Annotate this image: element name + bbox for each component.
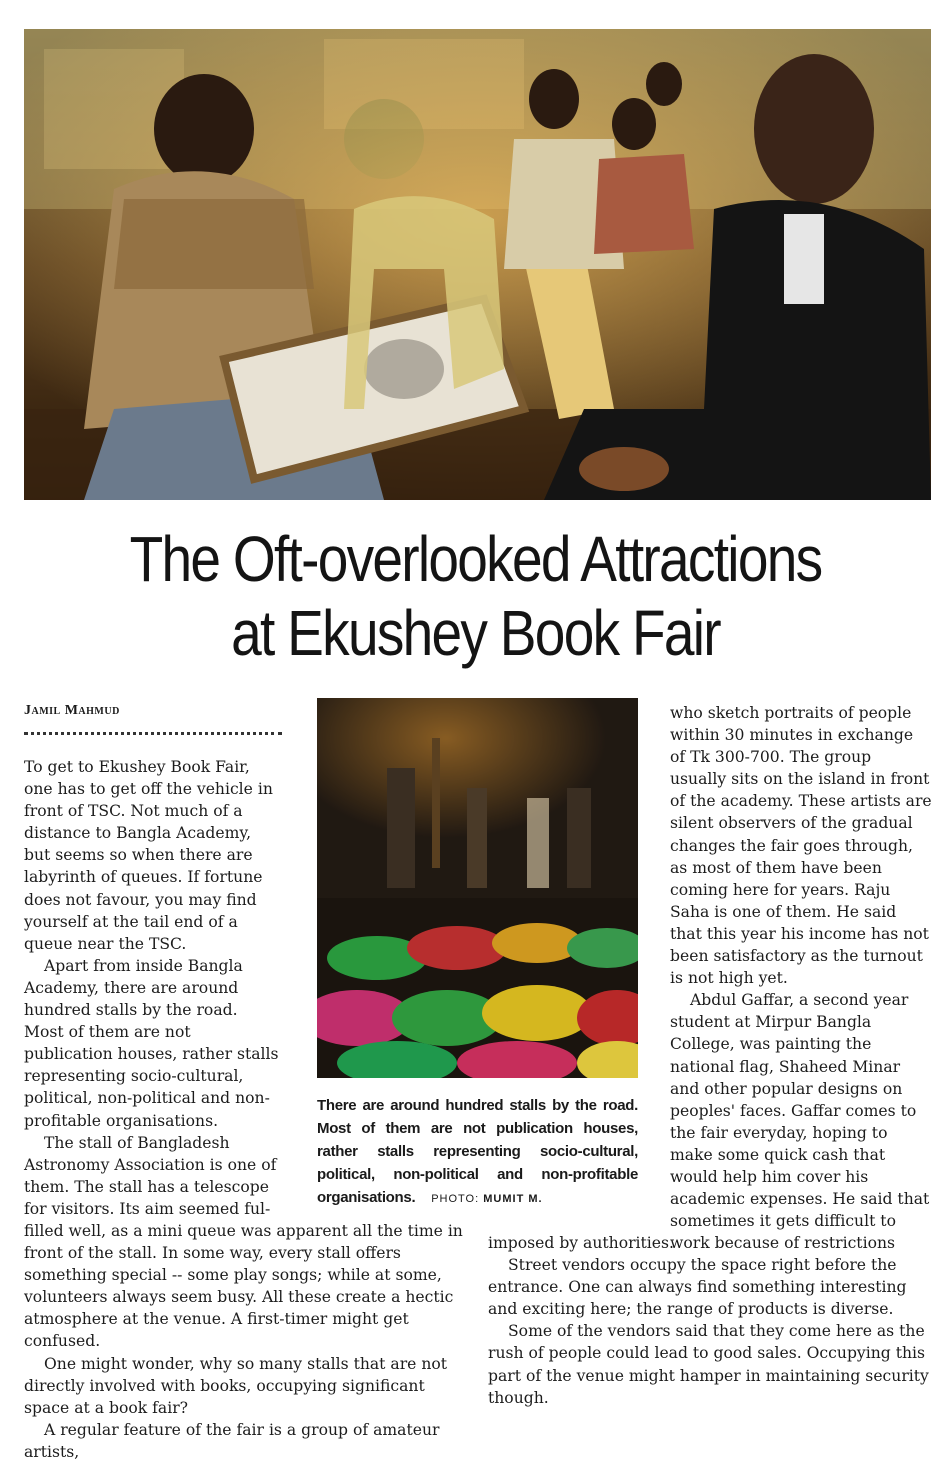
paragraph: Street vendors occupy the space right before the entrance. One can always find something interesting and exciting here; the range of products is diverse.	[488, 1256, 907, 1319]
paragraph: Apart from inside Bangla Academy, there are around hundred stalls by the road. Most of them are not publication houses, rather stalls representing socio-cultural, political, non-political and non-profitable organisations.	[24, 956, 279, 1130]
stall-photo	[317, 698, 638, 1078]
paragraph: The stall of Bangladesh Astronomy Association is one of them. The stall has a telescope for visitors. Its aim seemed ful-	[24, 1133, 277, 1218]
column-3	[670, 702, 932, 1254]
credit-name: MUMIT M.	[483, 1193, 543, 1205]
column-1-continued	[24, 1220, 469, 1463]
headline	[67, 522, 885, 670]
headline-line-1: The Oft-overlooked Attractions	[129, 523, 822, 595]
credit-label: PHOTO:	[431, 1193, 480, 1205]
paragraph: To get to Ekushey Book Fair, one has to get off the vehicle in front of TSC. Not much of a distance to Bangla Academy, but seems so when there are labyrinth of queues. If fortune does not favour, you may find yourself at the tail end of a queue near the TSC.	[24, 758, 273, 953]
caption-text: There are around hundred stalls by the road. Most of them are not publication houses, rather stalls representing socio-cultural, political, non-political and non-profitable organisations.	[317, 1097, 638, 1206]
paragraph: Abdul Gaffar, a second year student at Mirpur Bangla College, was painting the national flag, Shaheed Minar and other popular designs on peoples' faces. Gaffar comes to the fair everyday, hoping to make some quick cash that would help him cover his academic expenses. He said that sometimes it gets difficult to work because of restrictions	[670, 991, 930, 1253]
byline: Jamil Mahmud	[24, 703, 120, 718]
paragraph: filled well, as a mini queue was apparent all the time in front of the stall. In some way, every stall offers something special -- some play songs; while at some, volunteers always seem busy. All these create a hectic atmosphere at the venue. A first-timer might get confused.	[24, 1222, 463, 1351]
paragraph: A regular feature of the fair is a group of amateur artists,	[24, 1420, 440, 1461]
paragraph: One might wonder, why so many stalls that are not directly involved with books, occupying significant space at a book fair?	[24, 1354, 448, 1417]
paragraph: Some of the vendors said that they come here as the rush of people could lead to good sales. Occupying this part of the venue might hamper in maintaining security though.	[488, 1322, 929, 1407]
photo-credit	[431, 1193, 542, 1205]
paragraph: who sketch portraits of people within 30 minutes in exchange of Tk 300-700. The group usually sits on the island in front of the academy. These artists are silent observers of the gradual changes the fair goes through, as most of them have been coming here for years. Raju Saha is one of them. He said that this year his income has not been satisfactory as the turnout is not high yet.	[670, 704, 932, 988]
byline-divider	[24, 726, 282, 735]
paragraph: imposed by authorities.	[488, 1234, 674, 1252]
column-1	[24, 756, 282, 1220]
column-3-continued	[488, 1232, 936, 1409]
headline-line-2: at Ekushey Book Fair	[231, 597, 720, 669]
photo-caption	[317, 1094, 638, 1211]
hero-photo	[24, 29, 931, 500]
